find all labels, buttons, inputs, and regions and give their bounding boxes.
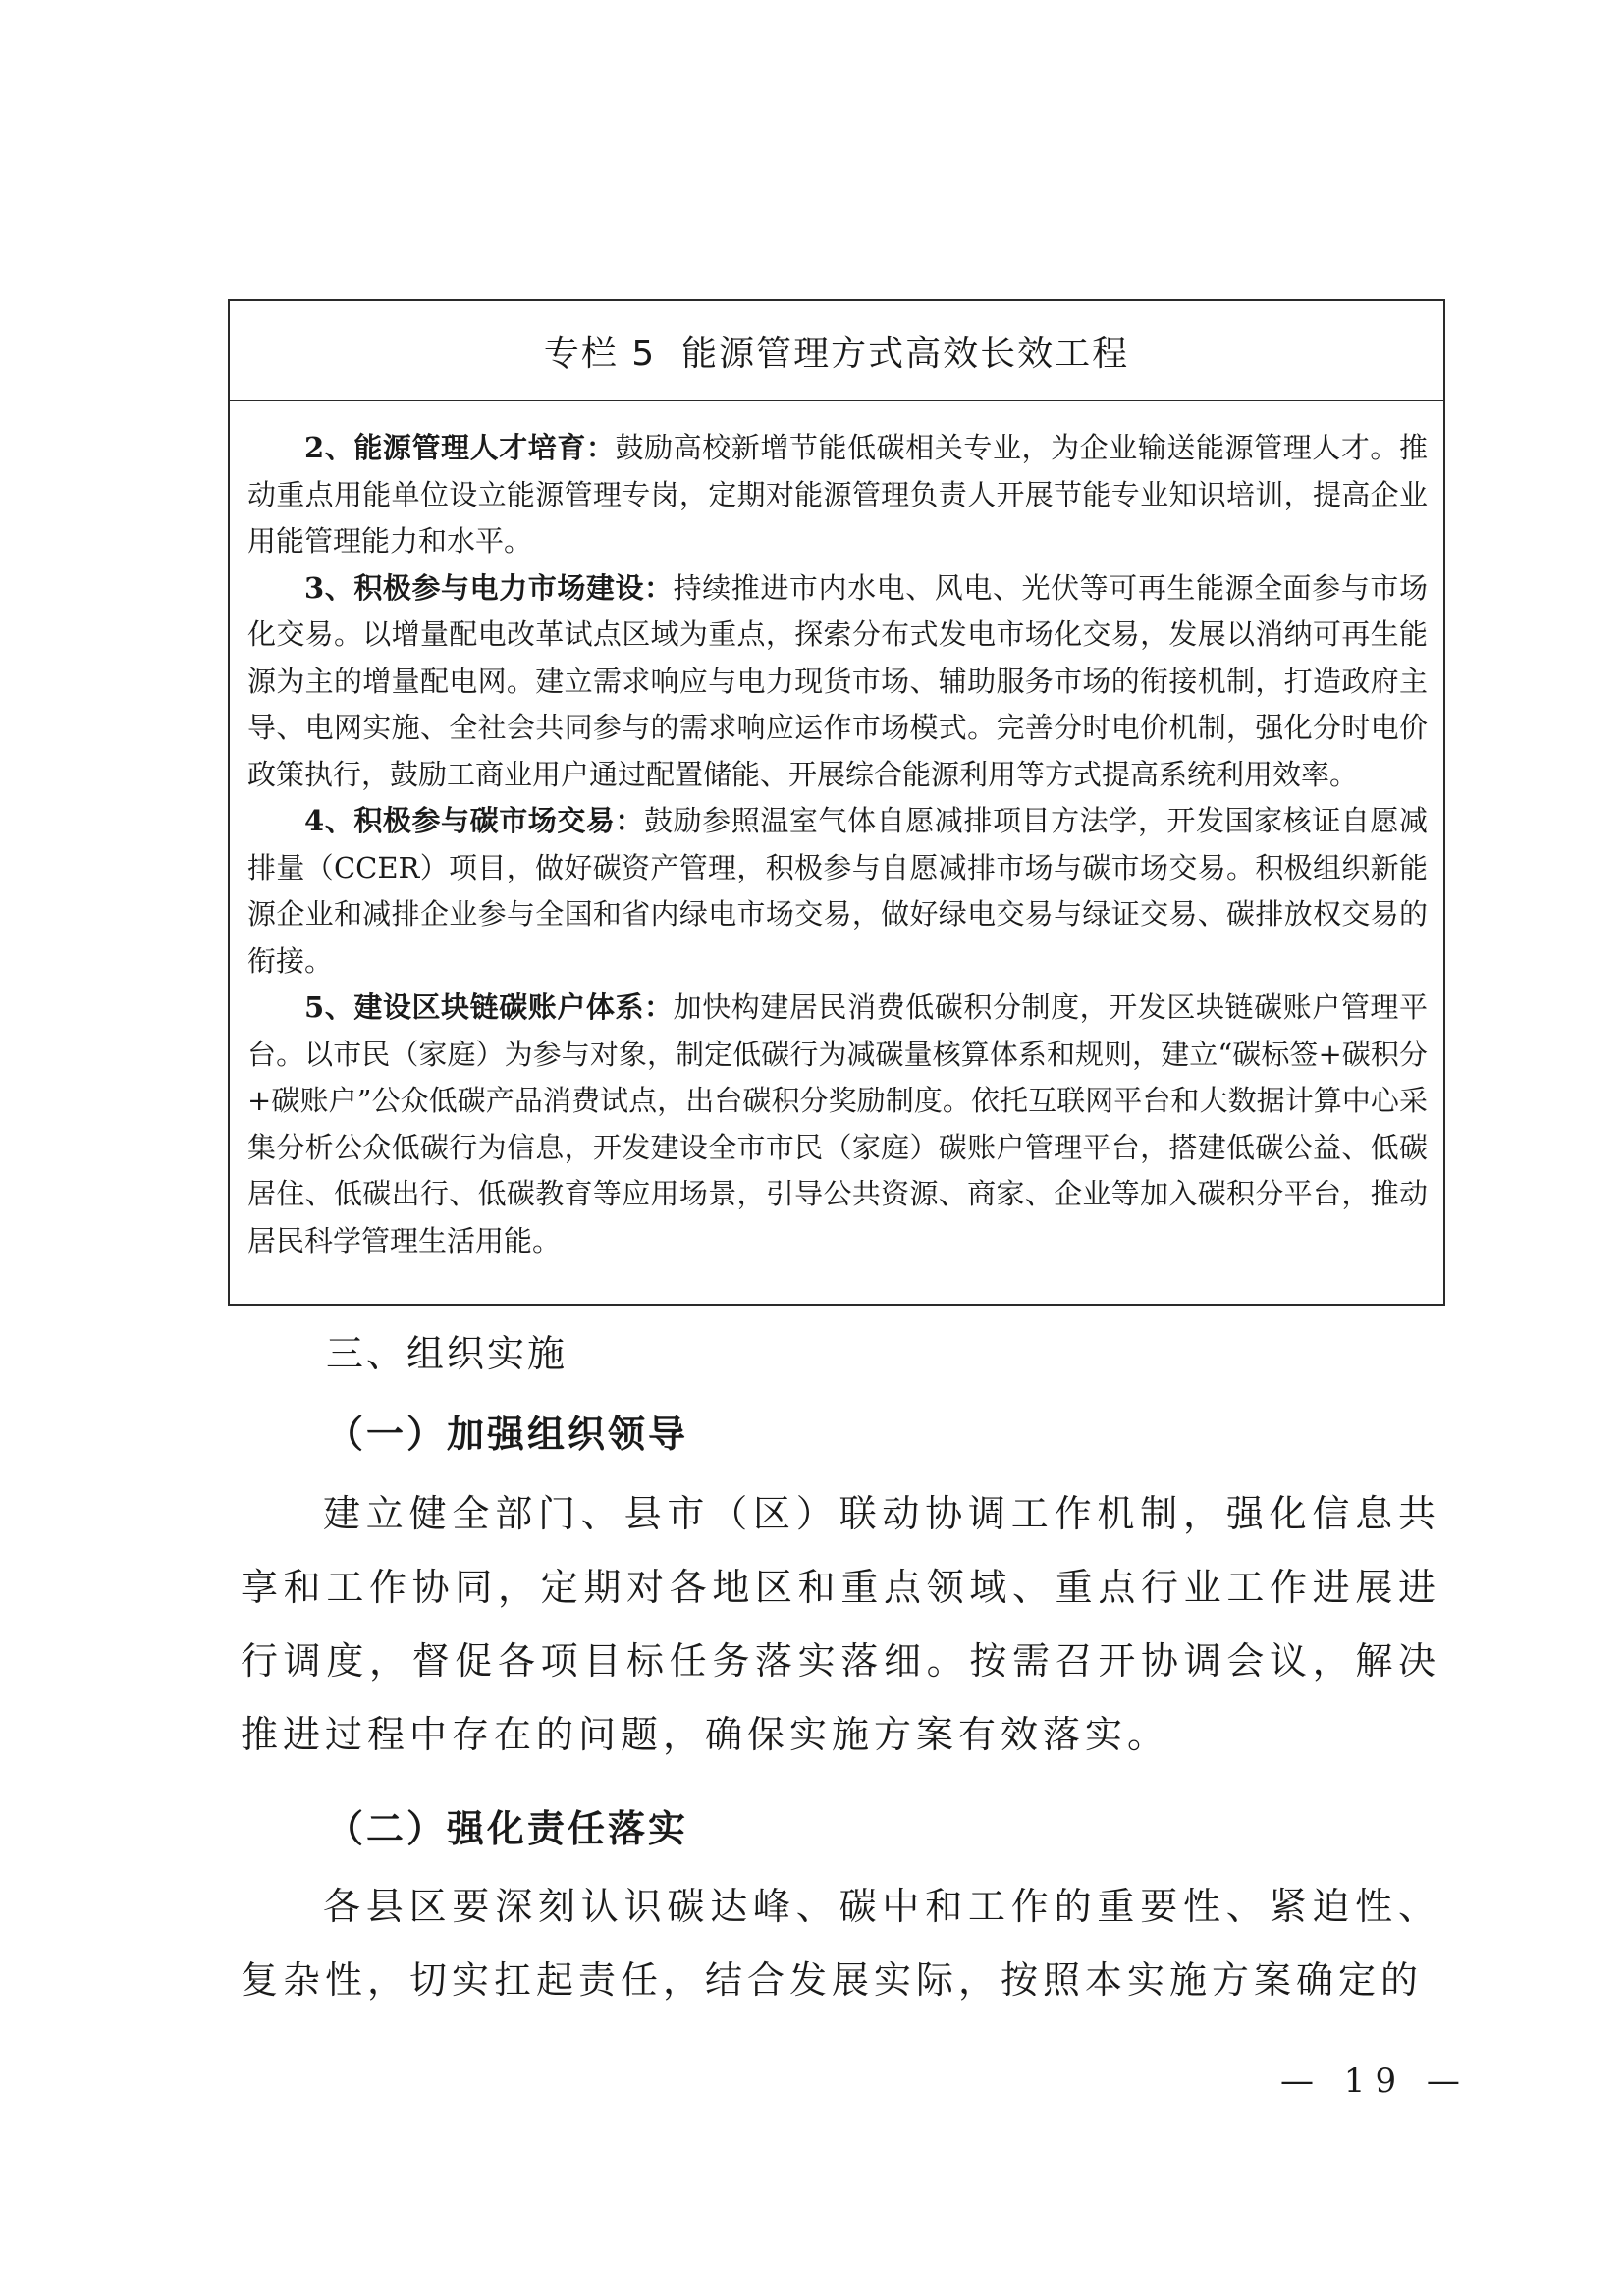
box-item-3 <box>247 565 1428 799</box>
column-box-title <box>230 301 1443 401</box>
box-item-text: 鼓励高校新增节能低碳相关专业，为企业输送能源管理人才。推动重点用能单位设立能源管理专岗，定期对能源管理负责人开展节能专业知识培训，提高企业用能管理能力和水平。 <box>247 431 1428 558</box>
section-heading: 三、组织实施 <box>326 1332 568 1375</box>
box-item-lead: 5、建设区块链碳账户体系： <box>304 990 674 1024</box>
column-box <box>228 299 1445 1306</box>
box-item-5 <box>247 985 1428 1264</box>
box-item-lead: 3、积极参与电力市场建设： <box>304 570 674 605</box>
column-box-body <box>230 401 1443 1264</box>
box-item-2 <box>247 425 1428 565</box>
column-title-text: 能源管理方式高效长效工程 <box>681 333 1130 374</box>
box-item-text: 鼓励参照温室气体自愿减排项目方法学，开发国家核证自愿减排量（CCER）项目，做好碳资产管理，积极参与自愿减排市场与碳市场交易。积极组织新能源企业和减排企业参与全国和省内绿电市场交易，做好绿电交易与绿证交易、碳排放权交易的衔接。 <box>247 804 1428 978</box>
column-number: 专栏 5 <box>543 333 657 374</box>
box-item-lead: 4、积极参与碳市场交易： <box>304 804 645 837</box>
page-number: — 19 — <box>1280 2061 1470 2101</box>
subsection-heading-1: （一）加强组织领导 <box>326 1413 689 1456</box>
subsection-heading-2: （二）强化责任落实 <box>326 1807 689 1850</box>
box-item-4 <box>247 798 1428 985</box>
box-item-lead: 2、能源管理人才培育： <box>304 431 616 464</box>
box-item-text: 持续推进市内水电、风电、光伏等可再生能源全面参与市场化交易。以增量配电改革试点区域为重点，探索分布式发电市场化交易，发展以消纳可再生能源为主的增量配电网。建立需求响应与电力现货市场、辅助服务市场的衔接机制，打造政府主导、电网实施、全社会共同参与的需求响应运作市场模式。完善分时电价机制，强化分时电价政策执行，鼓励工商业用户通过配置储能、开展综合能源利用等方式提高系统利用效率。 <box>247 570 1428 791</box>
subsection-paragraph-1: 建立健全部门、县市（区）联动协调工作机制，强化信息共享和工作协同，定期对各地区和重点领域、重点行业工作进展进行调度，督促各项目标任务落实落细。按需召开协调会议，解决推进过程中存在的问题，确保实施方案有效落实。 <box>241 1492 1440 1756</box>
subsection-paragraph-2: 各县区要深刻认识碳达峰、碳中和工作的重要性、紧迫性、复杂性，切实扛起责任，结合发展实际，按照本实施方案确定的 <box>241 1885 1440 2002</box>
box-item-text: 加快构建居民消费低碳积分制度，开发区块链碳账户管理平台。以市民（家庭）为参与对象，制定低碳行为减碳量核算体系和规则，建立“碳标签+碳积分+碳账户”公众低碳产品消费试点，出台碳积分奖励制度。依托互联网平台和大数据计算中心采集分析公众低碳行为信息，开发建设全市市民（家庭）碳账户管理平台，搭建低碳公益、低碳居住、低碳出行、低碳教育等应用场景，引导公共资源、商家、企业等加入碳积分平台，推动居民科学管理生活用能。 <box>247 990 1428 1257</box>
